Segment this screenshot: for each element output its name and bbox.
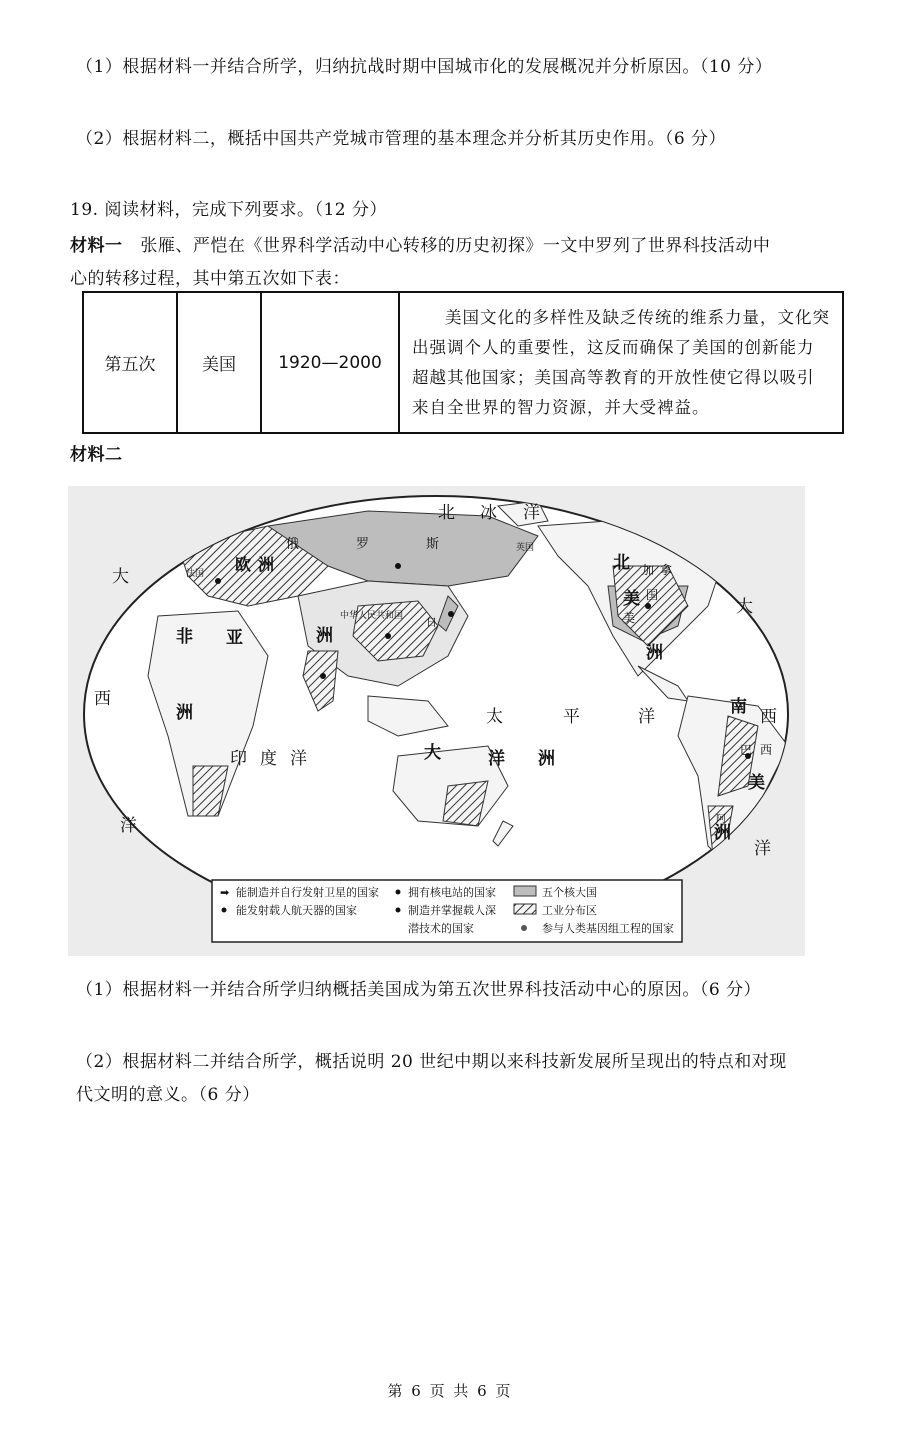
continent-europe-1: 欧 <box>235 555 252 574</box>
ocean-atlantic-left-2: 西 <box>94 689 111 709</box>
ocean-arctic-3: 洋 <box>523 503 540 523</box>
marker-china <box>385 633 391 639</box>
ocean-atlantic-right-2: 西 <box>760 707 777 727</box>
legend-manned: 能发射载人航天器的国家 <box>236 904 357 917</box>
ocean-atlantic-right-3: 洋 <box>754 839 771 859</box>
ocean-atlantic-left-3: 洋 <box>120 816 137 836</box>
country-brazil-2: 西 <box>760 743 773 757</box>
continent-europe-2: 洲 <box>258 555 275 574</box>
legend-deepsea: 制造并掌握载人深 <box>408 904 496 917</box>
legend-industry-swatch <box>514 904 536 914</box>
continent-samerica-1: 南 <box>730 697 747 717</box>
ocean-pacific-3: 洋 <box>638 707 655 727</box>
table-description: 美国文化的多样性及缺乏传统的维系力量，文化突出强调个人的重要性，这反而确保了美国的创新能力超越其他国家；美国高等教育的开放性使它得以吸引来自全世界的智力资源，并大受裨益。 <box>399 292 843 433</box>
country-china: 中华人民共和国 <box>340 611 404 621</box>
country-argentina: 阿 <box>716 814 726 825</box>
world-map <box>68 486 805 956</box>
q18-sub1: （1）根据材料一并结合所学，归纳抗战时期中国城市化的发展概况并分析原因。（10 分） <box>76 57 773 77</box>
q19-sub2-line2: 代文明的意义。（6 分） <box>76 1085 260 1105</box>
legend-nuclear-powers: 五个核大国 <box>542 886 597 899</box>
continent-asia-1: 亚 <box>226 628 243 648</box>
ocean-pacific-2: 平 <box>563 707 580 727</box>
legend-deepsea-icon <box>396 908 401 913</box>
country-usa-1: 美 <box>623 611 636 625</box>
country-russia-3: 斯 <box>426 537 440 552</box>
material1-line1 <box>70 231 770 256</box>
continent-asia-2: 洲 <box>316 626 333 646</box>
ocean-arctic-2: 冰 <box>480 503 497 523</box>
continent-oceania-3: 洲 <box>538 749 555 769</box>
country-britain: 英国 <box>516 543 535 553</box>
continent-samerica-2: 美 <box>748 773 765 793</box>
q19-sub2-line1: （2）根据材料二并结合所学，概括说明 20 世纪中期以来科技新发展所呈现出的特点和对现 <box>76 1052 787 1072</box>
country-canada-2: 拿 <box>660 563 673 577</box>
ocean-pacific-1: 太 <box>486 707 503 727</box>
ocean-arctic-1: 北 <box>438 503 455 523</box>
legend-genome-icon <box>521 925 527 931</box>
ocean-atlantic-right-1: 大 <box>736 597 753 617</box>
legend-nuclear: 拥有核电站的国家 <box>408 886 496 899</box>
continent-namerica-1: 北 <box>613 553 630 573</box>
table-country: 美国 <box>177 292 261 433</box>
material1-table <box>82 291 844 434</box>
continent-namerica-3: 洲 <box>646 643 663 663</box>
country-brazil-1: 巴 <box>740 743 753 757</box>
legend-manned-icon <box>222 908 227 913</box>
marker-russia <box>395 563 401 569</box>
country-france: 法国 <box>186 569 205 579</box>
q19-sub1: （1）根据材料一并结合所学归纳概括美国成为第五次世界科技活动中心的原因。（6 分） <box>76 980 762 1000</box>
country-usa-2: 国 <box>646 588 659 602</box>
legend-industry: 工业分布区 <box>542 904 597 917</box>
table-period: 1920—2000 <box>261 292 399 433</box>
ocean-indian-2: 度 <box>260 749 277 769</box>
q19-header: 19. 阅读材料，完成下列要求。（12 分） <box>70 200 387 220</box>
marker-india <box>320 673 326 679</box>
legend-genome: 参与人类基因组工程的国家 <box>542 922 674 935</box>
page-footer: 第 6 页 共 6 页 <box>387 1382 513 1400</box>
ocean-indian-1: 印 <box>230 749 247 769</box>
material1-text-2: 心的转移过程，其中第五次如下表： <box>70 269 350 289</box>
marker-japan <box>448 611 454 617</box>
ocean-atlantic-left-1: 大 <box>112 567 129 587</box>
country-russia-1: 俄 <box>286 537 300 552</box>
legend-deepsea-2: 潜技术的国家 <box>408 922 474 935</box>
marker-france <box>215 578 221 584</box>
material2-label: 材料二 <box>70 445 123 465</box>
legend-nuclear-power-swatch <box>514 886 536 896</box>
continent-oceania-2: 洋 <box>488 749 505 769</box>
material1-text-1: 张雁、严恺在《世界科学活动中心转移的历史初探》一文中罗列了世界科技活动中 <box>140 236 771 256</box>
country-japan: 日 <box>426 616 437 629</box>
q18-sub2: （2）根据材料二，概括中国共产党城市管理的基本理念并分析其历史作用。（6 分） <box>76 129 727 149</box>
continent-africa-1: 非 <box>176 627 193 647</box>
legend-marker-satellite: ➡ <box>220 886 230 899</box>
continent-namerica-2: 美 <box>623 589 640 609</box>
country-russia-2: 罗 <box>356 537 370 552</box>
marker-usa <box>645 603 651 609</box>
table-order: 第五次 <box>83 292 177 433</box>
continent-oceania-1: 大 <box>424 743 441 763</box>
material1-label: 材料一 <box>70 236 123 256</box>
continent-africa-2: 洲 <box>176 703 193 723</box>
continent-samerica-3: 洲 <box>714 823 731 843</box>
legend-satellite: 能制造并自行发射卫星的国家 <box>236 886 379 899</box>
country-canada-1: 加 <box>642 563 655 577</box>
ocean-indian-3: 洋 <box>290 749 307 769</box>
legend-nuclear-icon <box>396 890 401 895</box>
